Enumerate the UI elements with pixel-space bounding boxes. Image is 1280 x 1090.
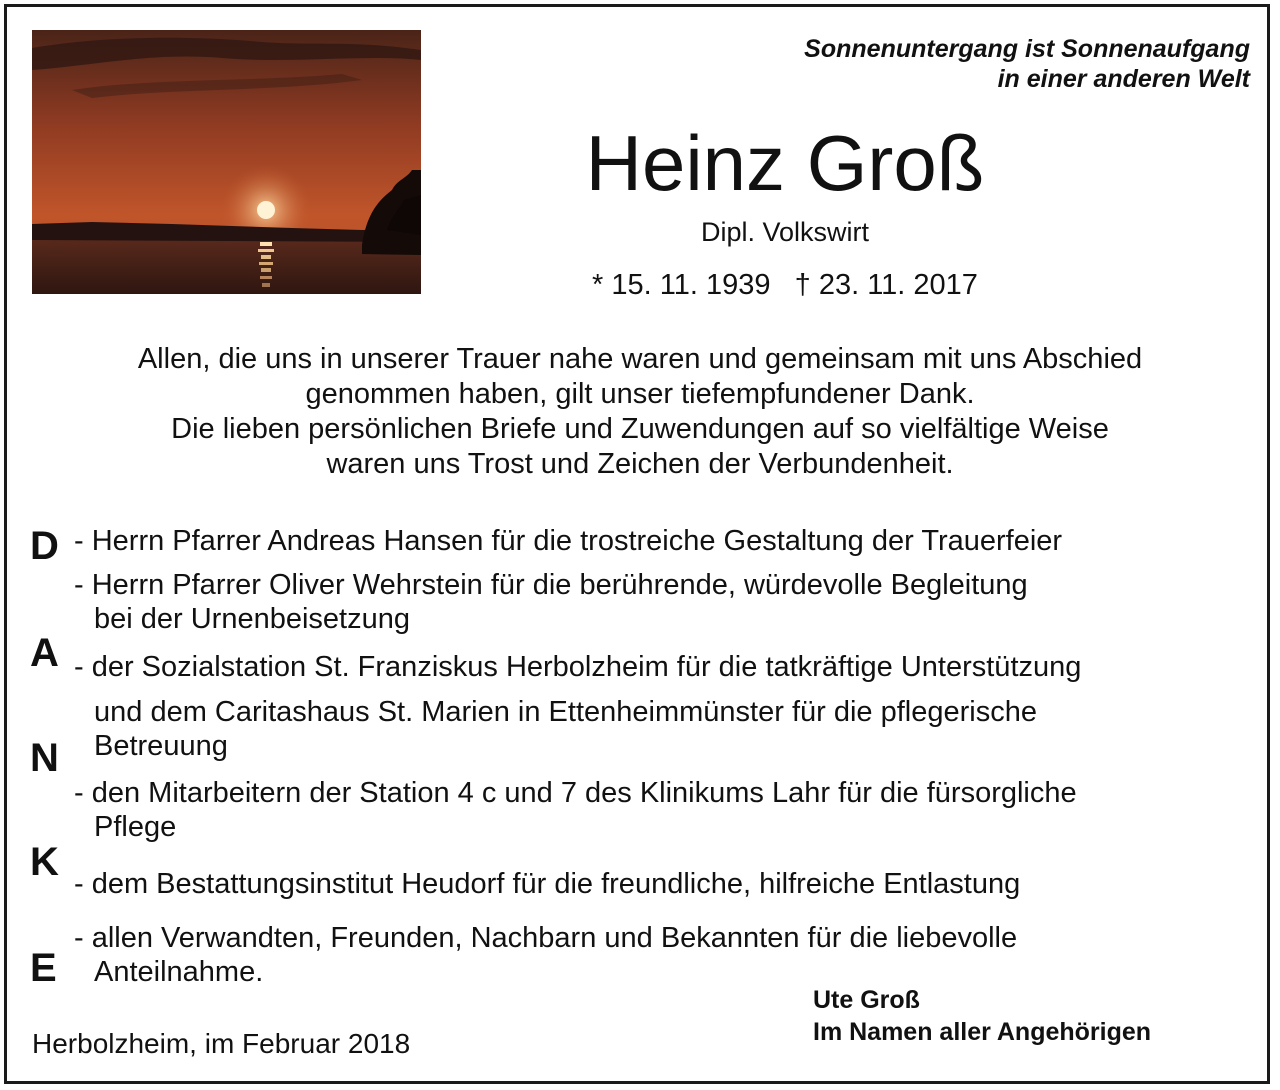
danke-letter-e: E (30, 946, 57, 990)
danke-letter-k: K (30, 840, 59, 884)
thanks-line: - der Sozialstation St. Franziskus Herbolzheim für die tatkräftige Unterstützung (74, 651, 1082, 683)
thanks-line: - Herrn Pfarrer Oliver Wehrstein für die berührende, würdevolle Begleitung (74, 569, 1028, 601)
thanks-item (74, 695, 1264, 763)
deceased-title: Dipl. Volkswirt (700, 217, 870, 247)
thanks-item (74, 524, 1264, 558)
thanks-line: und dem Caritashaus St. Marien in Ettenheimmünster für die pflegerische (94, 696, 1037, 728)
motto-quote (630, 34, 1250, 94)
thanks-line: bei der Urnenbeisetzung (94, 603, 410, 635)
intro-line: genommen haben, gilt unser tiefempfundener Dank. (305, 378, 975, 410)
motto-line: in einer anderen Welt (997, 65, 1250, 93)
thanks-item (74, 776, 1264, 844)
intro-text (20, 342, 1260, 482)
danke-letter-n: N (30, 736, 59, 780)
intro-line: Allen, die uns in unserer Trauer nahe waren und gemeinsam mit uns Abschied (137, 343, 1143, 375)
thanks-line: - dem Bestattungsinstitut Heudorf für die freundliche, hilfreiche Entlastung (74, 868, 1021, 900)
intro-line: Die lieben persönlichen Briefe und Zuwendungen auf so vielfältige Weise (171, 413, 1109, 445)
thanks-line: Pflege (94, 811, 177, 843)
thanks-line: - Herrn Pfarrer Andreas Hansen für die trostreiche Gestaltung der Trauerfeier (74, 525, 1063, 557)
thanks-item (74, 921, 1264, 989)
signature (813, 984, 1151, 1048)
deceased-name: Heinz Groß (585, 119, 985, 207)
sunset-image (32, 30, 421, 294)
danke-letter-d: D (30, 524, 59, 568)
signature-line: Im Namen aller Angehörigen (813, 1018, 1152, 1046)
place-date: Herbolzheim, im Februar 2018 (32, 1028, 411, 1059)
motto-line: Sonnenuntergang ist Sonnenaufgang (804, 35, 1250, 63)
signature-line: Ute Groß (813, 986, 920, 1014)
danke-letter-a: A (30, 631, 59, 675)
sunset-photo (32, 30, 421, 294)
thanks-line: Anteilnahme. (94, 956, 264, 988)
thanks-line: - den Mitarbeitern der Station 4 c und 7 des Klinikums Lahr für die fürsorgliche (74, 777, 1077, 809)
thanks-line: Betreuung (94, 730, 228, 762)
life-dates: * 15. 11. 1939 † 23. 11. 2017 (592, 269, 978, 301)
intro-line: waren uns Trost und Zeichen der Verbundenheit. (326, 448, 954, 480)
thanks-item (74, 568, 1264, 636)
thanks-item (74, 867, 1264, 901)
thanks-line: - allen Verwandten, Freunden, Nachbarn und Bekannten für die liebevolle (74, 922, 1018, 954)
thanks-item (74, 650, 1264, 684)
